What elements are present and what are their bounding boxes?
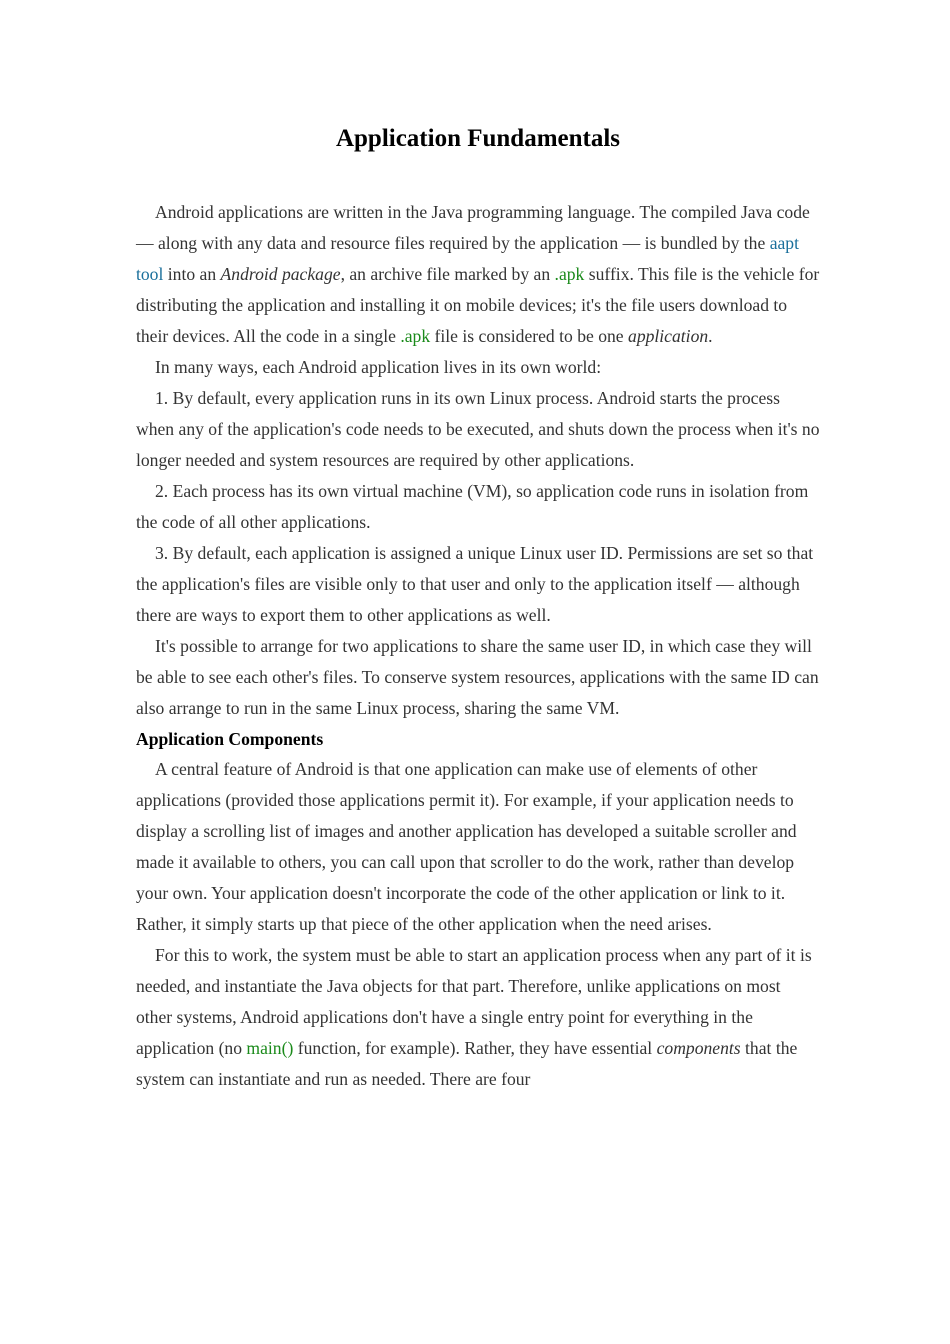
text-run: function, for example). Rather, they have essential: [293, 1038, 657, 1058]
components-term: components: [656, 1038, 741, 1058]
apk-code: .apk: [400, 326, 431, 346]
paragraph-central-feature: A central feature of Android is that one application can make use of elements of other applications (provided those applications permit it). For example, if your application needs to display a scrolling list of images and another application has developed a suitable scroller and made it available to others, you can call upon that scroller to do the work, rather than develop your own. Your application doesn't incorporate the code of the other application or link to it. Rather, it simply starts up that piece of the other application when the need arises.: [136, 759, 797, 934]
list-item: 3. By default, each application is assigned a unique Linux user ID. Permissions are set so that the application's files are visible only to that user and only to the application itself — although there are ways to export them to other applications as well.: [136, 543, 814, 625]
page-title: Application Fundamentals: [335, 125, 621, 152]
paragraph-intro: [136, 197, 820, 352]
list-item: 1. By default, every application runs in its own Linux process. Android starts the process when any of the application's code needs to be executed, and shuts down the process when it's no longer needed and system resources are required by other applications.: [136, 388, 820, 470]
text-run: file is considered to be one: [430, 326, 629, 346]
document-body: [136, 197, 820, 1095]
list-item: 2. Each process has its own virtual machine (VM), so application code runs in isolation from the code of all other applications.: [136, 481, 809, 532]
text-run: For this to work, the system must be able to start an application process when any part of it is needed, and instantiate the Java objects for that part. Therefore, unlike applications on most other systems, Android applications don't have a single entry point for everything in the application (no: [136, 945, 812, 1058]
text-run: , an archive file marked by an: [340, 264, 555, 284]
apk-code: .apk: [554, 264, 585, 284]
main-function-code: main(): [246, 1038, 294, 1058]
android-package-term: Android package: [220, 264, 341, 284]
paragraph-shared-user-id: It's possible to arrange for two applications to share the same user ID, in which case they will be able to see each other's files. To conserve system resources, applications with the same ID can also arrange to run in the same Linux process, sharing the same VM.: [136, 636, 819, 718]
paragraph-entry-point: [136, 940, 820, 1095]
text-run: that the system can instantiate and run as needed. There are four: [136, 1038, 798, 1089]
text-run: suffix. This file is the vehicle for distributing the application and installing it on mobile devices; it's the file users download to their devices. All the code in a single: [136, 264, 820, 346]
aapt-tool-link[interactable]: aapt tool: [136, 233, 799, 284]
paragraph-own-world: In many ways, each Android application lives in its own world:: [155, 357, 602, 377]
text-run: .: [708, 326, 713, 346]
section-heading-components: Application Components: [136, 729, 324, 749]
application-term: application: [628, 326, 709, 346]
text-run: Android applications are written in the Java programming language. The compiled Java code — along with any data and resource files required by the application — is bundled by the: [136, 202, 810, 253]
text-run: into an: [163, 264, 221, 284]
